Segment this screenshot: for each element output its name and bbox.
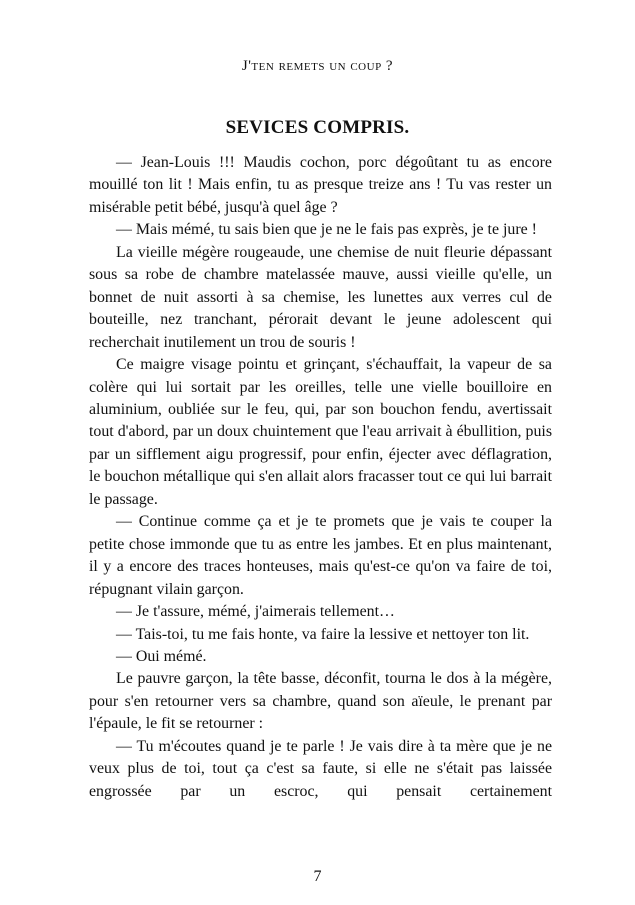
page-number: 7 <box>313 868 322 885</box>
paragraph: — Oui mémé. <box>116 647 207 665</box>
paragraph: Le pauvre garçon, la tête basse, déconfit, tourna le dos à la mégère, pour s'en retourner vers sa chambre, quand son aïeule, le prenant par l'épaule, le fit se retourner : <box>89 670 552 733</box>
paragraph: — Continue comme ça et je te promets que je vais te couper la petite chose immonde que tu as entre les jambes. Et en plus maintenant, il y a encore des traces honteuses, mais qu'est-ce qu'on va faire de toi, répugnant vilain garçon. <box>89 513 552 598</box>
paragraph: — Tais-toi, tu me fais honte, va faire la lessive et nettoyer ton lit. <box>116 625 530 643</box>
body-text <box>89 152 552 803</box>
paragraph: — Tu m'écoutes quand je te parle ! Je vais dire à ta mère que je ne veux plus de toi, tout ça c'est sa faute, si elle ne s'était pas laissée engrossée par un escroc, qui pensait certainement <box>89 737 552 800</box>
paragraph: — Jean-Louis !!! Maudis cochon, porc dégoûtant tu as encore mouillé ton lit ! Mais enfin, tu as presque treize ans ! Tu vas rester un misérable petit bébé, jusqu'à quel âge ? <box>89 154 552 216</box>
paragraph: — Je t'assure, mémé, j'aimerais tellement… <box>116 603 395 621</box>
chapter-title: SEVICES COMPRIS. <box>225 117 410 138</box>
paragraph: — Mais mémé, tu sais bien que je ne le fais pas exprès, je te jure ! <box>116 221 537 239</box>
running-header: J'ten remets un coup ? <box>241 58 394 74</box>
paragraph: Ce maigre visage pointu et grinçant, s'échauffait, la vapeur de sa colère qui lui sortait par les oreilles, telle une vielle bouilloire en aluminium, oubliée sur le feu, qui, par son bouchon fendu, avertissait tout d'abord, par un doux chuintement que l'eau arrivait à ébullition, puis par un sifflement aigu progressif, pour enfin, éjecter avec déflagration, le bouchon métallique qui s'en allait alors fracasser tout ce qui lui barrait le passage. <box>89 356 552 508</box>
paragraph: La vieille mégère rougeaude, une chemise de nuit fleurie dépassant sous sa robe de chambre matelassée mauve, aussi vieille qu'elle, un bonnet de nuit assorti à sa chemise, les lunettes aux verres cul de bouteille, nez tranchant, pérorait devant le jeune adolescent qui recherchait inutilement un trou de souris ! <box>89 243 552 351</box>
